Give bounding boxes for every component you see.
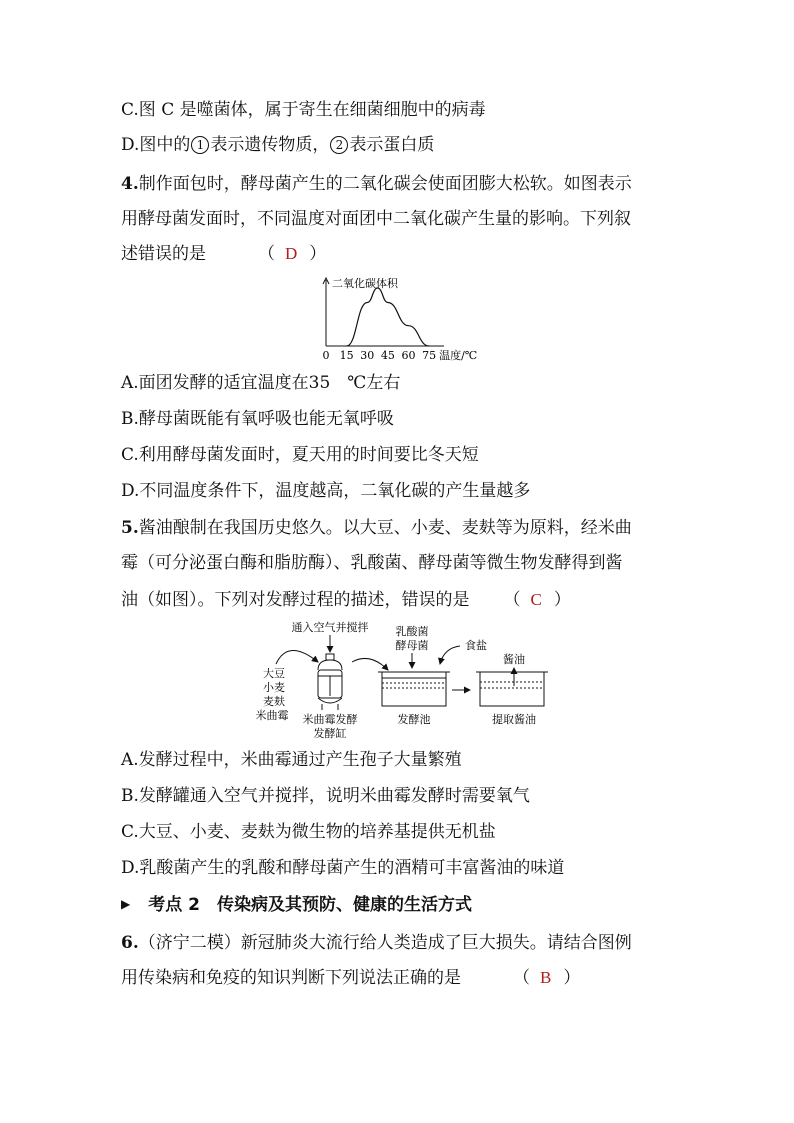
q4-answer: D	[285, 244, 298, 263]
fermentation-tank-icon	[318, 654, 342, 710]
soy-sauce-label: 酱油	[503, 653, 525, 666]
q6-stem-line-2	[121, 967, 580, 989]
x-tick-label: 15	[339, 349, 354, 362]
circled-number-one: 1	[191, 136, 209, 154]
section-label: 考点 2 传染病及其预防、健康的生活方式	[148, 895, 472, 915]
series-line	[347, 288, 430, 346]
q6-paren-close: ）	[563, 968, 581, 988]
q5-stem-line-2: 霉（可分泌蛋白酶和脂肪酶）、乳酸菌、酵母菌等微生物发酵得到酱	[121, 553, 623, 573]
microbe-yeast: 酵母菌	[395, 639, 429, 652]
q4-option-d: D.不同温度条件下，温度越高，二氧化碳的产生量越多	[121, 481, 531, 501]
q6-stem-2: 用传染病和免疫的知识判断下列说法正确的是	[121, 968, 461, 988]
tank-label-2: 发酵缸	[313, 727, 347, 740]
q4-stem-line-2: 用酵母菌发面时，不同温度对面团中二氧化碳产生量的影响。下列叙	[121, 209, 631, 229]
q5-option-d: D.乳酸菌产生的乳酸和酵母菌产生的酒精可丰富酱油的味道	[121, 858, 565, 878]
option-d-prev-text-3: 表示蛋白质	[349, 135, 435, 155]
q5-option-b: B.发酵罐通入空气并搅拌，说明米曲霉发酵时需要氧气	[121, 786, 530, 806]
q5-stem-1: 酱油酿制在我国历史悠久。以大豆、小麦、麦麸等为原料，经米曲	[138, 518, 632, 538]
option-c-prev: C.图 C 是噬菌体，属于寄生在细菌细胞中的病毒	[121, 100, 486, 120]
salt-arrow	[440, 646, 460, 664]
q6-paren-open: （	[513, 968, 530, 988]
raw-material-aspergillus: 米曲霉	[255, 709, 289, 722]
extraction-container-icon	[476, 672, 548, 706]
salt-label: 食盐	[465, 639, 487, 652]
q6-number: 6.	[121, 933, 139, 953]
q4-stem-1: 制作面包时，酵母菌产生的二氧化碳会使面团膨大松软。如图表示	[138, 174, 632, 194]
q6-stem-1: （济宁二模）新冠肺炎大流行给人类造成了巨大损失。请结合图例	[138, 933, 632, 953]
co2-temperature-chart	[310, 272, 480, 364]
x-tick-label: 60	[401, 349, 416, 362]
q4-stem-3: 述错误的是	[121, 244, 206, 264]
x-axis-label: 温度/℃	[439, 349, 478, 362]
q5-paren-close: ）	[553, 590, 571, 610]
q4-option-a: A.面团发酵的适宜温度在35 ℃左右	[121, 373, 401, 393]
extract-label: 提取酱油	[492, 713, 536, 726]
q5-option-c: C.大豆、小麦、麦麸为微生物的培养基提供无机盐	[121, 822, 496, 842]
q4-number: 4.	[121, 174, 139, 194]
circled-number-two: 2	[330, 136, 348, 154]
raw-material-soybean: 大豆	[263, 667, 285, 680]
q4-paren-close: ）	[309, 244, 327, 264]
x-tick-label: 45	[380, 349, 395, 362]
q5-stem-3: 油（如图）。下列对发酵过程的描述，错误的是	[121, 590, 470, 610]
pool-label: 发酵池	[397, 713, 431, 726]
microbe-lactobacillus: 乳酸菌	[395, 625, 429, 638]
x-tick-label: 75	[422, 349, 437, 362]
x-tick-label: 0	[322, 349, 330, 362]
soy-sauce-process-diagram	[248, 618, 558, 740]
q5-option-a: A.发酵过程中，米曲霉通过产生孢子大量繁殖	[121, 750, 462, 770]
section-heading	[121, 893, 472, 916]
q5-stem-line-1	[121, 517, 632, 539]
raw-material-bran: 麦麸	[263, 695, 285, 708]
air-stirring-label: 通入空气并搅拌	[291, 621, 369, 634]
y-axis-label: 二氧化碳体积	[332, 277, 398, 290]
q5-stem-line-3	[121, 589, 571, 611]
arrow-to-tank	[276, 650, 318, 664]
q5-paren-open: （	[503, 590, 521, 610]
q4-option-b: B.酵母菌既能有氧呼吸也能无氧呼吸	[121, 409, 394, 429]
x-tick-label: 30	[360, 349, 375, 362]
fermentation-pool-icon	[378, 672, 450, 706]
q4-option-c: C.利用酵母菌发面时，夏天用的时间要比冬天短	[121, 445, 479, 465]
q4-stem-line-3	[121, 243, 326, 265]
q5-answer: C	[530, 590, 542, 609]
q4-paren-open: （	[258, 244, 275, 264]
option-d-prev	[121, 134, 434, 156]
arrow-to-pool	[352, 658, 388, 670]
triangle-right-icon: ▶	[121, 897, 131, 911]
q4-stem-line-1	[121, 173, 632, 195]
raw-material-wheat: 小麦	[263, 681, 285, 694]
q6-stem-line-1	[121, 932, 632, 954]
option-d-prev-text-2: 表示遗传物质，	[210, 135, 330, 155]
q5-number: 5.	[121, 518, 139, 538]
q6-answer: B	[540, 968, 552, 987]
tank-label-1: 米曲霉发酵	[302, 713, 358, 726]
option-d-prev-text: D.图中的	[121, 135, 191, 155]
